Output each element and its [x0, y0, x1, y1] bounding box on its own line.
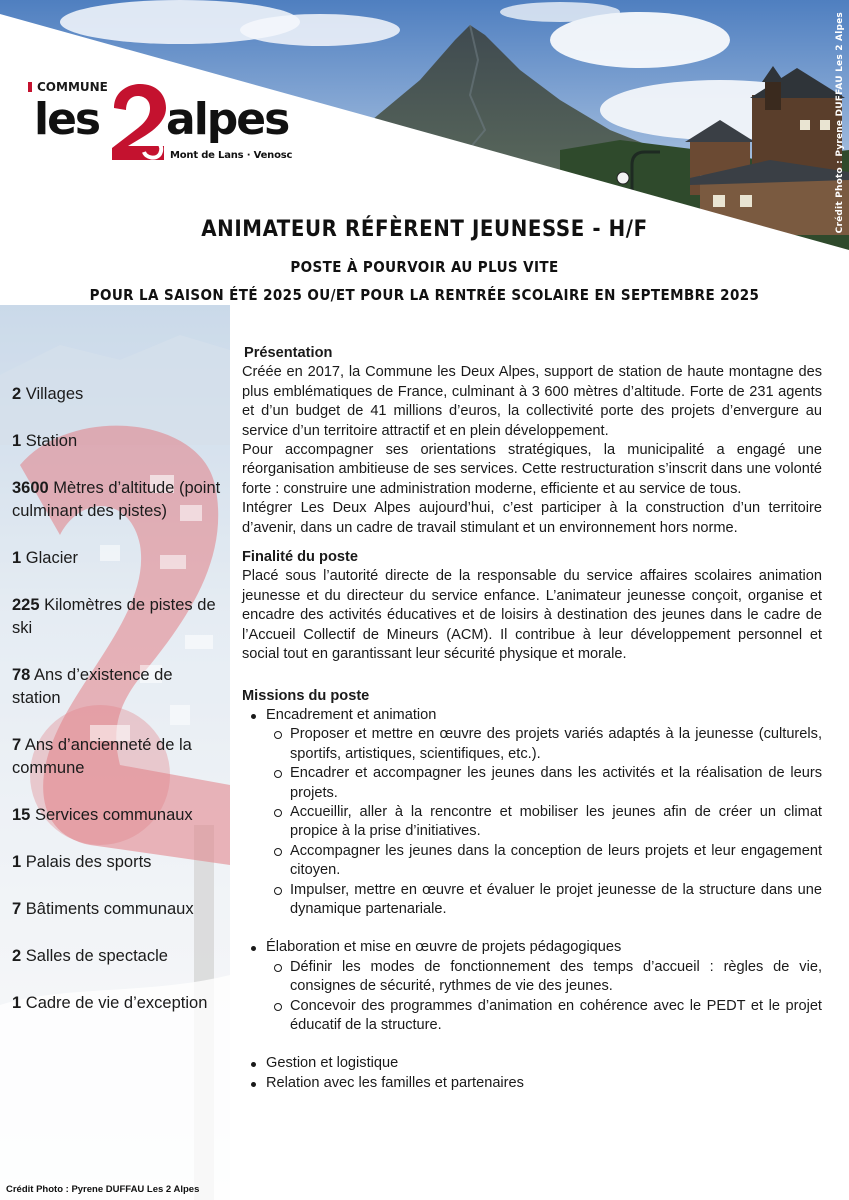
- logo-les-text: les: [34, 94, 100, 145]
- presentation-section: [242, 344, 822, 538]
- presentation-paragraph: Pour accompagner ses orientations stratégiques, la municipalité a engagé une réorganisation ambitieuse de ses services. Cette restructuration s’inscrit dans une volonté forte : construire une administration moderne, efficiente et au service de tous.: [242, 442, 822, 497]
- stat-item: 2 Villages: [12, 385, 84, 403]
- mission-group: [266, 706, 822, 919]
- mission-group-title: Élaboration et mise en œuvre de projets pédagogiques: [266, 939, 622, 956]
- mission-sublist: [290, 725, 822, 919]
- logo-two-mark: [106, 82, 170, 162]
- mission-item: Proposer et mettre en œuvre des projets variés adaptés à la jeunesse (culturels, sportifs, artistiques, scientifiques, etc.).: [290, 725, 822, 764]
- photo-credit-vertical: Crédit Photo : Pyrene DUFFAU Les 2 Alpes: [835, 12, 845, 234]
- stat-item: 7 Ans d’ancienneté de la commune: [12, 736, 192, 777]
- commune-logo: [28, 80, 298, 165]
- job-description: [242, 344, 822, 1093]
- mission-item: Définir les modes de fonctionnement des temps d’accueil : règles de vie, consignes de sécurité, rythmes de vie des jeunes.: [290, 958, 822, 997]
- key-figures-list: [12, 383, 224, 1015]
- stat-item: 78 Ans d’existence de station: [12, 666, 173, 707]
- stat-item: 225 Kilomètres de pistes de ski: [12, 596, 216, 637]
- missions-section: [242, 687, 822, 1094]
- mission-item: Accueillir, aller à la rencontre et mobiliser les jeunes afin de créer un climat propice à la prise d’initiatives.: [290, 803, 822, 842]
- purpose-paragraph: Placé sous l’autorité directe de la responsable du service affaires scolaires animation jeunesse et du directeur du service enfance. L’animateur jeunesse conçoit, organise et encadre des activités éducatives et de loisirs à destination des jeunes dans le cadre de l’Accueil Collectif de Mineurs (ACM). Il contribue à leur développement personnel et social tout en garantissant leur sécurité physique et morale.: [242, 568, 822, 663]
- mission-group: [266, 938, 822, 1035]
- mission-item: Encadrer et accompagner les jeunes dans les activités et la réalisation de leurs projets.: [290, 764, 822, 803]
- mission-sublist: [290, 958, 822, 1036]
- job-subtitle-season: POUR LA SAISON ÉTÉ 2025 OU/ET POUR LA RENTRÉE SCOLAIRE EN SEPTEMBRE 2025: [89, 286, 760, 304]
- key-figures-sidebar: [0, 305, 230, 1200]
- missions-list: [266, 706, 822, 1093]
- mission-item: Concevoir des programmes d’animation en cohérence avec le PEDT et le projet éducatif de la structure.: [290, 997, 822, 1036]
- mission-group: Gestion et logistique: [266, 1054, 822, 1073]
- missions-heading: Missions du poste: [242, 687, 370, 704]
- logo-alpes-text: alpes: [166, 94, 289, 145]
- stat-item: 3600 Mètres d’altitude (point culminant des pistes): [12, 479, 221, 520]
- mission-item: Accompagner les jeunes dans la conception de leurs projets et leur engagement citoyen.: [290, 842, 822, 881]
- presentation-paragraph: Créée en 2017, la Commune les Deux Alpes, support de station de haute montagne des plus emblématiques de France, culminant à 3 600 mètres d’altitude. Forte de 231 agents et d’un budget de 41 millions d’euros, la collectivité porte des projets d’envergure au service d’un territoire attractif et en plein développement.: [242, 364, 822, 439]
- logo-commune-text: COMMUNE: [37, 80, 108, 94]
- mission-group-title: Encadrement et animation: [266, 706, 437, 723]
- logo-subtitle: Mont de Lans · Venosc: [170, 150, 293, 161]
- stat-item: 1 Station: [12, 432, 78, 450]
- sidebar-photo-credit: Crédit Photo : Pyrene DUFFAU Les 2 Alpes: [6, 1184, 200, 1195]
- mission-item: Impulser, mettre en œuvre et évaluer le projet jeunesse de la structure dans une dynamique partenariale.: [290, 881, 822, 920]
- stat-item: 1 Cadre de vie d’exception: [12, 994, 208, 1012]
- presentation-paragraph: Intégrer Les Deux Alpes aujourd’hui, c’est participer à la construction d’un territoire d’avenir, dans un cadre de travail stimulant et un environnement hors norme.: [242, 500, 822, 536]
- logo-red-mark: [28, 82, 32, 92]
- stat-item: 1 Glacier: [12, 549, 79, 567]
- job-subtitle-availability: POSTE À POURVOIR AU PLUS VITE: [290, 258, 559, 276]
- purpose-heading: Finalité du poste: [242, 549, 358, 566]
- stat-item: 2 Salles de spectacle: [12, 947, 168, 965]
- presentation-heading: Présentation: [244, 345, 333, 361]
- purpose-section: [242, 548, 822, 664]
- mission-group: Relation avec les familles et partenaires: [266, 1074, 822, 1093]
- stat-item: 7 Bâtiments communaux: [12, 900, 194, 918]
- stat-item: 1 Palais des sports: [12, 853, 152, 871]
- stat-item: 15 Services communaux: [12, 806, 193, 824]
- job-title: ANIMATEUR RÉFÈRENT JEUNESSE - H/F: [201, 217, 648, 242]
